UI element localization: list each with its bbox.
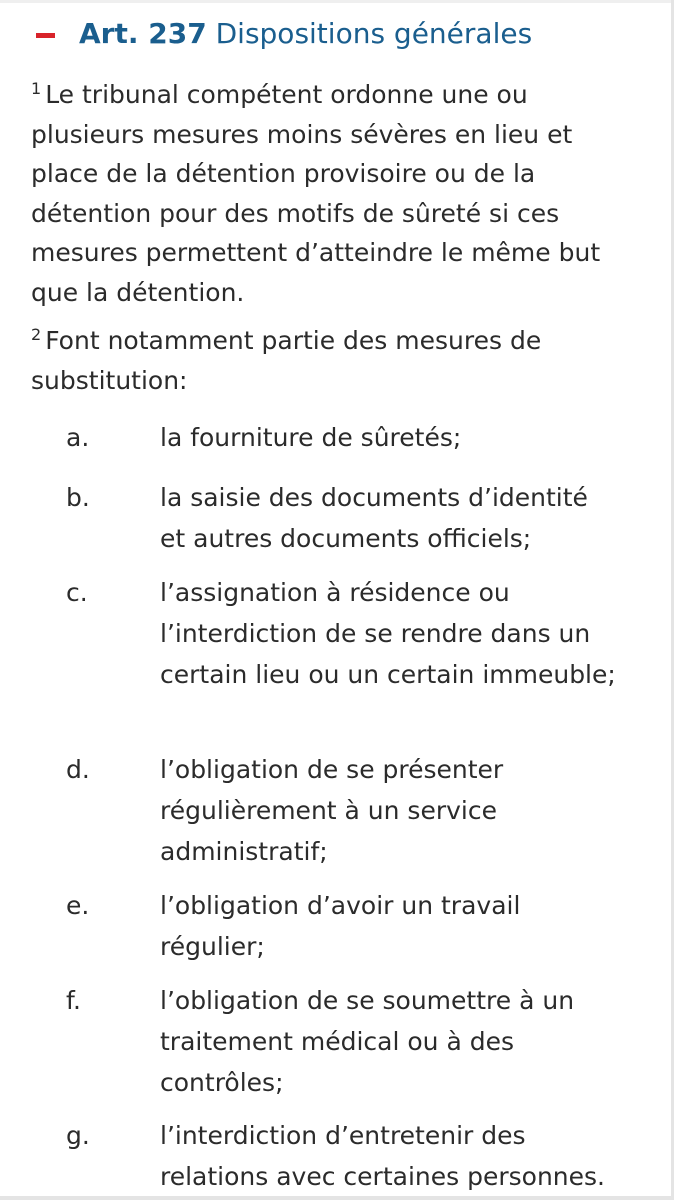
bottom-border bbox=[0, 1196, 674, 1200]
list-item-letter: a. bbox=[66, 423, 90, 452]
list-item-text: l’obligation d’avoir un travail régulier; bbox=[160, 891, 521, 961]
list-item-letter: e. bbox=[66, 891, 90, 920]
list-item-letter: d. bbox=[66, 755, 90, 784]
list-item-text: l’obligation de se présenter régulièrement à un service administratif; bbox=[160, 755, 504, 866]
list-item-letter: b. bbox=[66, 483, 90, 512]
paragraph-number: 1 bbox=[31, 79, 42, 98]
list-item-text: l’interdiction d’entretenir des relations avec certaines personnes. bbox=[160, 1121, 605, 1191]
list-item-text: la fourniture de sûretés; bbox=[160, 423, 462, 452]
paragraph-number: 2 bbox=[31, 325, 42, 344]
list-item-text: la saisie des documents d’identité et autres documents officiels; bbox=[160, 483, 588, 553]
list-item-letter: c. bbox=[66, 578, 88, 607]
paragraph-2 bbox=[31, 321, 631, 400]
article-header-toggle[interactable] bbox=[0, 14, 660, 54]
paragraph-text: Le tribunal compétent ordonne une ou plusieurs mesures moins sévères en lieu et place de la détention provisoire ou de la détention pour des motifs de sûreté si ces mesures permettent d’atteindre le même but que la détention. bbox=[31, 80, 601, 307]
list-item-text: l’assignation à résidence ou l’interdiction de se rendre dans un certain lieu ou un certain immeuble; bbox=[160, 578, 616, 689]
paragraph-text: Font notamment partie des mesures de substitution: bbox=[31, 326, 542, 395]
article-heading: Dispositions générales bbox=[215, 17, 533, 50]
list-item-text: l’obligation de se soumettre à un traitement médical ou à des contrôles; bbox=[160, 986, 575, 1097]
top-border bbox=[0, 0, 674, 3]
article-number: Art. 237 bbox=[79, 17, 207, 50]
minus-icon[interactable] bbox=[36, 33, 55, 38]
list-item-letter: f. bbox=[66, 986, 81, 1015]
article-title bbox=[79, 15, 532, 53]
paragraph-1 bbox=[31, 75, 631, 312]
list-item-letter: g. bbox=[66, 1121, 90, 1150]
